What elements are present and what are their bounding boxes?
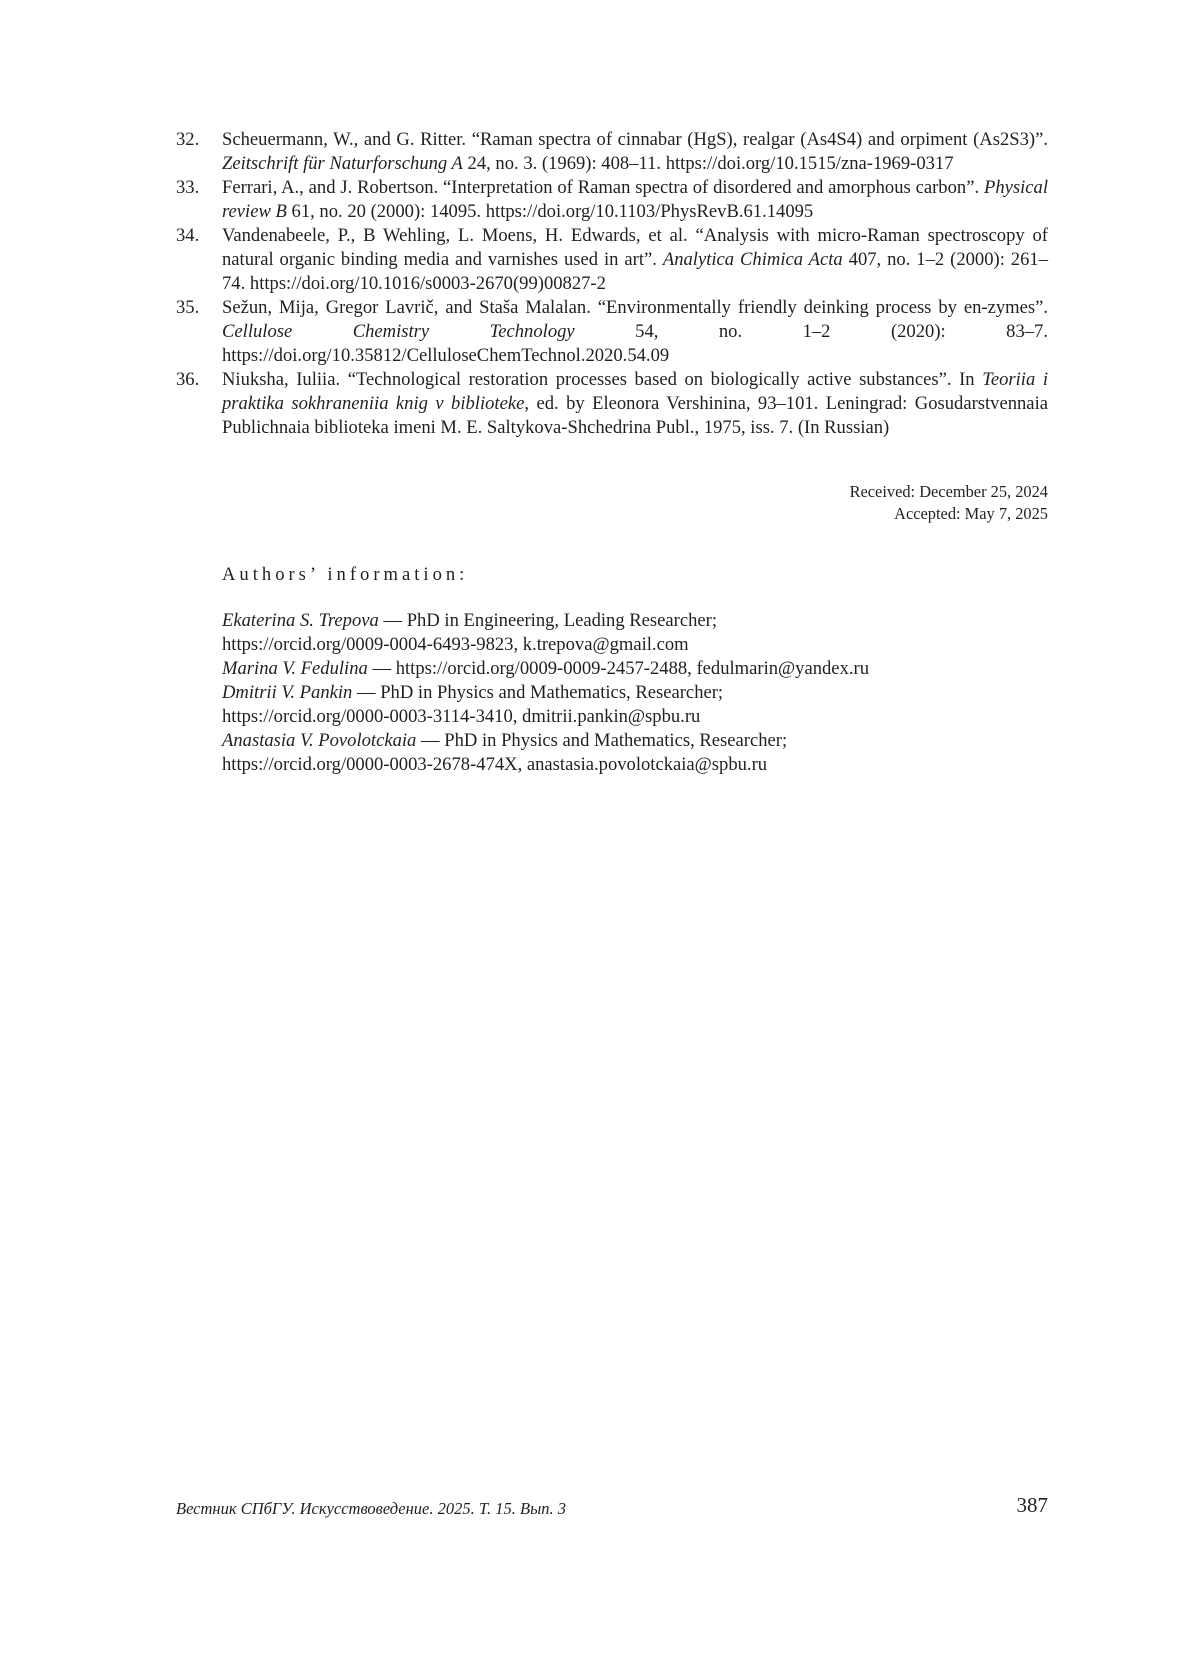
reference-details: 24, no. 3. (1969): 408–11. https://doi.org/10.1515/zna-1969-0317 (462, 153, 954, 174)
author-name: Dmitrii V. Pankin (222, 682, 353, 703)
reference-text (222, 368, 1048, 440)
reference-source: Teoriia i praktika sokhraneniia knig v biblioteke (222, 369, 1048, 414)
reference-text (222, 224, 1048, 296)
reference-text (222, 176, 1048, 224)
author-details: — https://orcid.org/0009-0009-2457-2488, fedulmarin@yandex.ru (367, 658, 869, 679)
reference-body: Vandenabeele, P., B Wehling, L. Moens, H. Edwards, et al. “Analysis with micro-Raman spectroscopy of natural organic binding media and varnishes used in art”. (222, 225, 1048, 270)
reference-source: Physical review B (222, 177, 1048, 222)
reference-source: Zeitschrift für Naturforschung A (222, 153, 463, 174)
author-contacts: https://orcid.org/0009-0004-6493-9823, k.trepova@gmail.com (222, 634, 689, 655)
reference-number: 32. (176, 129, 200, 150)
author-name: Anastasia V. Povolotckaia (222, 730, 417, 751)
reference-body: Scheuermann, W., and G. Ritter. “Raman spectra of cinnabar (HgS), realgar (As4S4) and orpiment (As2S3)”. (222, 129, 1048, 150)
reference-number: 35. (176, 297, 200, 318)
author-entry (222, 609, 1048, 657)
authors-information (222, 563, 1048, 777)
author-line (222, 681, 1048, 705)
author-line (222, 609, 1048, 633)
reference-text (222, 128, 1048, 176)
reference-source: Analytica Chimica Acta (662, 249, 843, 270)
reference-item (176, 224, 1048, 296)
reference-item (176, 368, 1048, 440)
reference-number: 33. (176, 177, 200, 198)
authors-heading: Authors’ information: (222, 564, 469, 585)
reference-text (222, 296, 1048, 368)
author-entry (222, 657, 1048, 681)
reference-item (176, 296, 1048, 368)
reference-body: Niuksha, Iuliia. “Technological restoration processes based on biologically active substances”. In (222, 369, 983, 390)
reference-item (176, 128, 1048, 176)
author-name: Marina V. Fedulina (222, 658, 368, 679)
page-number: 387 (1016, 1493, 1048, 1517)
reference-details: 54, no. 1–2 (2020): 83–7. https://doi.org/10.35812/CelluloseChemTechnol.2020.54.09 (222, 321, 1048, 366)
received-date: Received: December 25, 2024 (849, 482, 1048, 501)
page-footer (176, 1493, 1048, 1523)
reference-list (176, 128, 1048, 440)
reference-number: 34. (176, 225, 200, 246)
author-name: Ekaterina S. Trepova (222, 610, 379, 631)
article-dates (700, 481, 1048, 525)
reference-details: , ed. by Eleonora Vershinina, 93–101. Leningrad: Gosudarstvennaia Publichnaia biblioteka imeni M. E. Saltykova-Shchedrina Publ., 1975, iss. 7. (In Russian) (222, 393, 1048, 438)
accepted-date: Accepted: May 7, 2025 (894, 504, 1048, 523)
reference-number: 36. (176, 369, 200, 390)
reference-body: Sežun, Mija, Gregor Lavrič, and Staša Malalan. “Environmentally friendly deinking process by en-zymes”. (222, 297, 1048, 318)
author-details: — PhD in Physics and Mathematics, Researcher; (352, 682, 724, 703)
author-entry (222, 729, 1048, 777)
author-line (222, 729, 1048, 753)
author-entry (222, 681, 1048, 729)
reference-item (176, 176, 1048, 224)
journal-title: Вестник СПбГУ. Искусствоведение. 2025. Т. 15. Вып. 3 (176, 1499, 567, 1518)
author-details: — PhD in Engineering, Leading Researcher; (378, 610, 718, 631)
author-line (222, 657, 1048, 681)
reference-details: 61, no. 20 (2000): 14095. https://doi.org/10.1103/PhysRevB.61.14095 (286, 201, 814, 222)
reference-body: Ferrari, A., and J. Robertson. “Interpretation of Raman spectra of disordered and amorphous carbon”. (222, 177, 984, 198)
author-contacts: https://orcid.org/0000-0003-3114-3410, dmitrii.pankin@spbu.ru (222, 706, 701, 727)
reference-source: Cellulose Chemistry Technology (222, 321, 575, 342)
author-contacts: https://orcid.org/0000-0003-2678-474X, anastasia.povolotckaia@spbu.ru (222, 754, 768, 775)
author-details: — PhD in Physics and Mathematics, Researcher; (416, 730, 788, 751)
reference-details: 407, no. 1–2 (2000): 261–74. https://doi.org/10.1016/s0003-2670(99)00827-2 (222, 249, 1048, 294)
